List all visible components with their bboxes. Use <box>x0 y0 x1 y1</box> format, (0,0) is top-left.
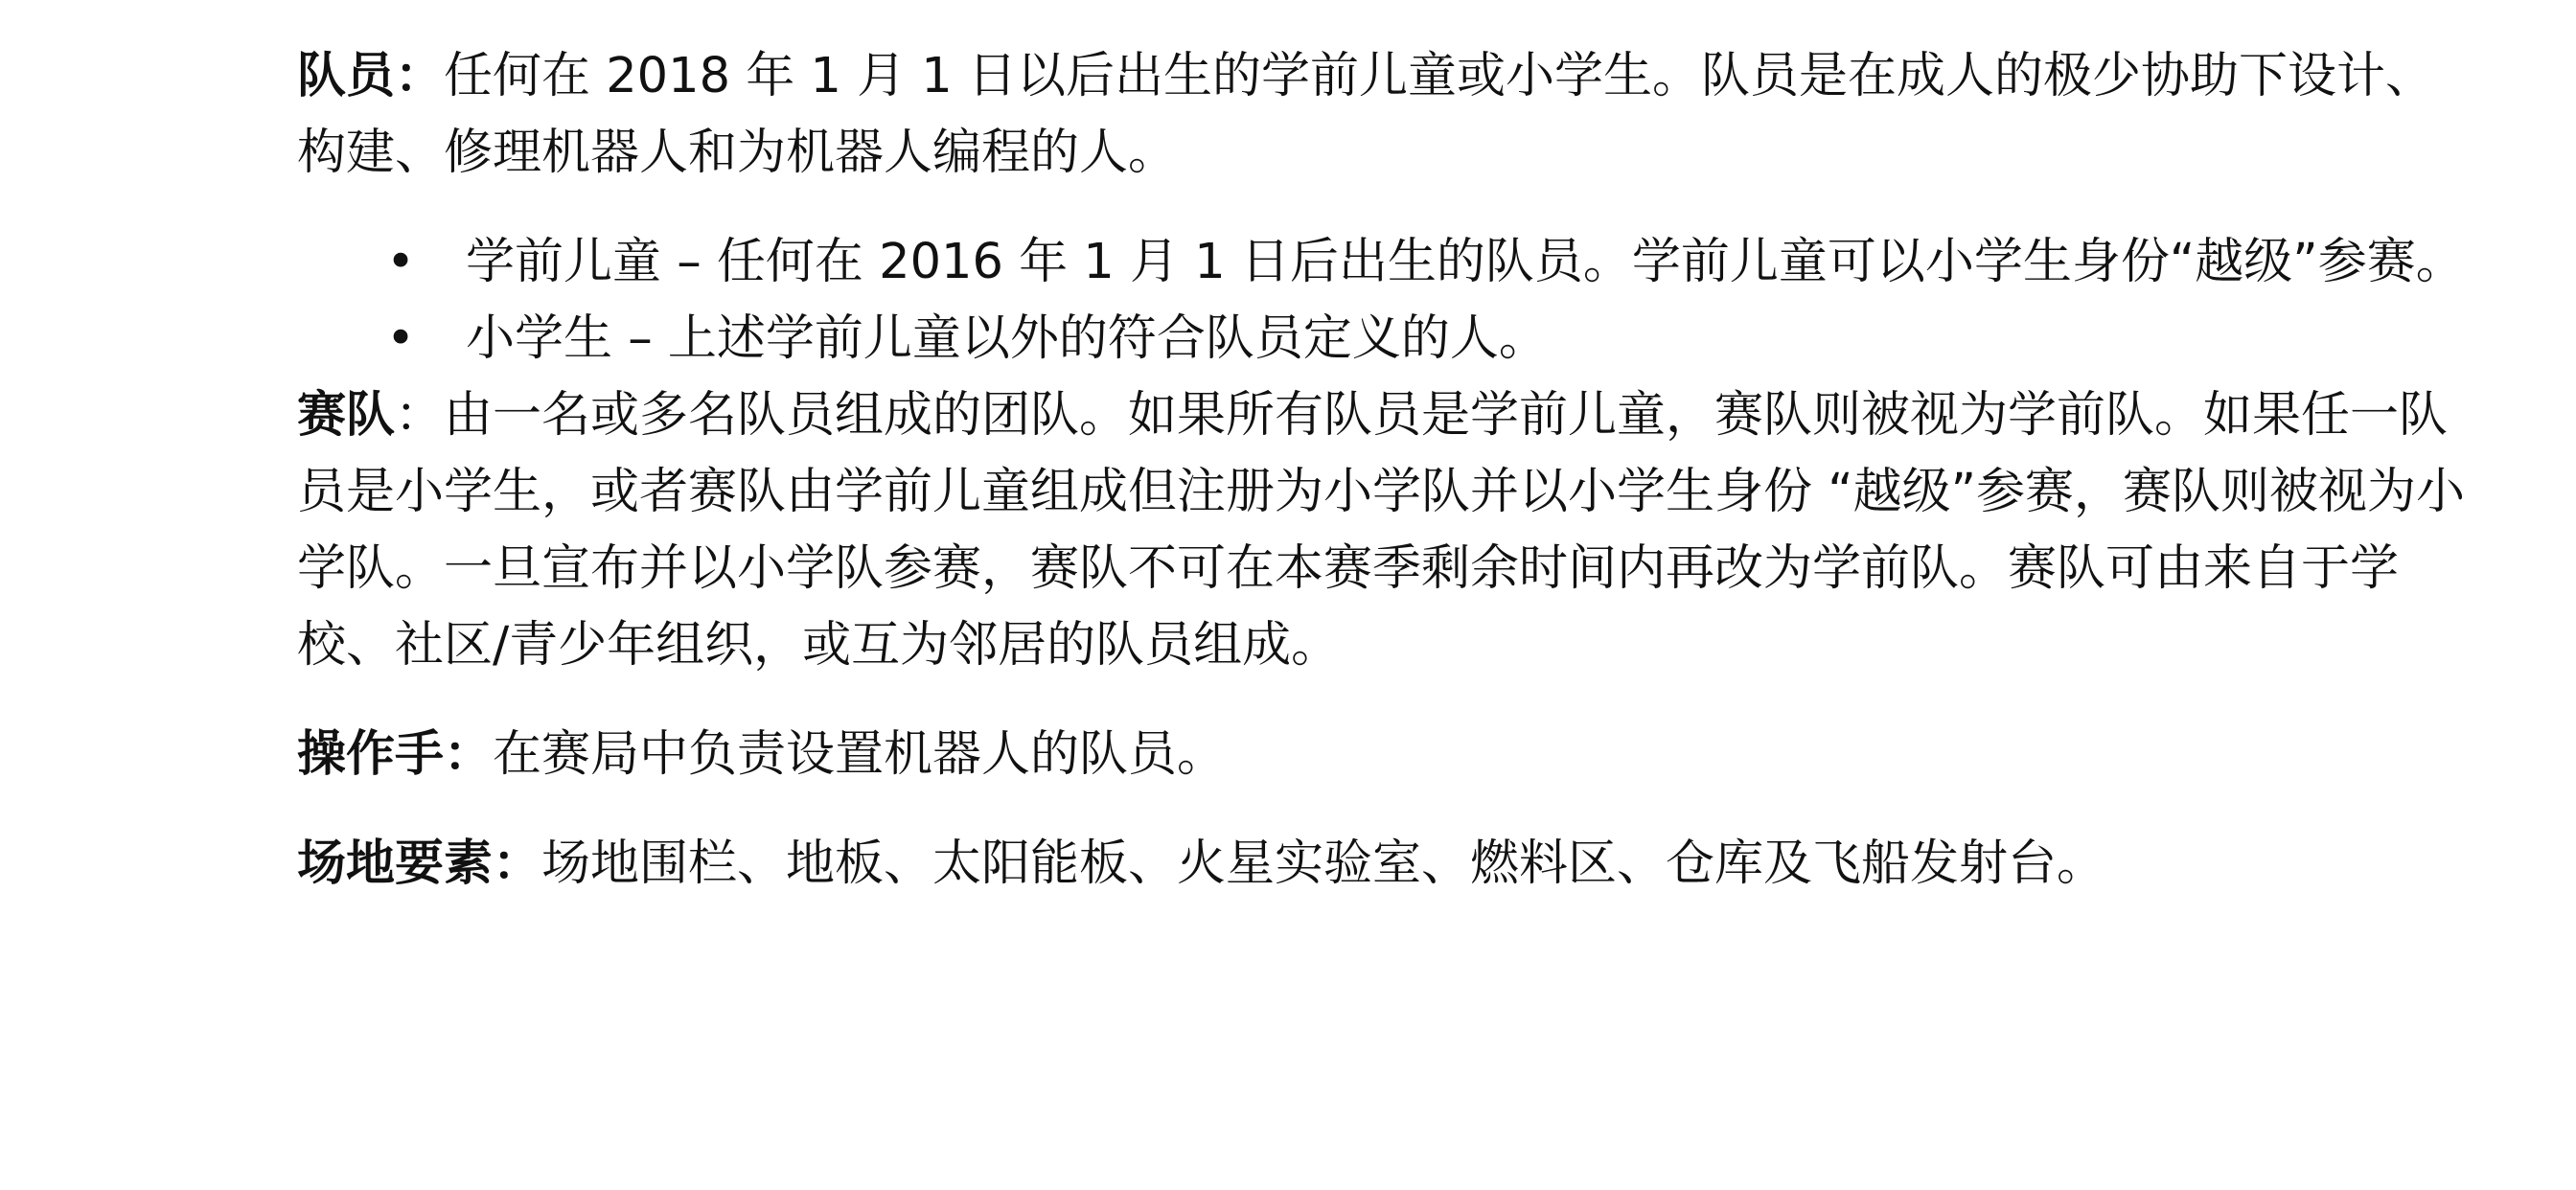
bullet-icon: • <box>385 310 416 367</box>
list-item-preschool-text: 学前儿童 – 任何在 2016 年 1 月 1 日后出生的队员。学前儿童可以小学生身份“越级”参赛。 <box>466 234 2465 290</box>
term-team: 赛队 <box>297 387 396 444</box>
list-item-preschool <box>297 224 2482 301</box>
term-operator: 操作手： <box>297 726 494 783</box>
definition-field-elements-text: 场地围栏、地板、太阳能板、火星实验室、燃料区、仓库及飞船发射台。 <box>541 835 2106 892</box>
definition-field-elements <box>297 826 2482 903</box>
list-item-elementary <box>297 301 2482 378</box>
definition-team <box>297 378 2482 684</box>
list-item-elementary-text: 小学生 – 上述学前儿童以外的符合队员定义的人。 <box>466 310 1548 367</box>
definition-member <box>297 38 2482 192</box>
definition-operator-text: 在赛局中负责设置机器人的队员。 <box>493 726 1227 783</box>
term-member: 队员： <box>297 48 445 104</box>
term-field-elements: 场地要素： <box>297 835 542 892</box>
definition-operator <box>297 717 2482 793</box>
definition-team-text: 由一名或多名队员组成的团队。如果所有队员是学前儿童，赛队则被视为学前队。如果任一队员是小学生，或者赛队由学前儿童组成但注册为小学队并以小学生身份 “越级”参赛，赛队则被视为小学队。一旦宣布并以小学队参赛，赛队不可在本赛季剩余时间内再改为学前队。赛队可由来自于学校、社区/青少年组织，或互为邻居的队员组成。 <box>297 387 2466 674</box>
definition-member-text: 任何在 2018 年 1 月 1 日以后出生的学前儿童或小学生。队员是在成人的极少协助下设计、构建、修理机器人和为机器人编程的人。 <box>297 48 2434 181</box>
bullet-icon: • <box>385 234 416 290</box>
term-team-separator: ： <box>395 387 445 444</box>
document-page <box>297 38 2482 903</box>
member-subtypes-list <box>297 224 2482 378</box>
